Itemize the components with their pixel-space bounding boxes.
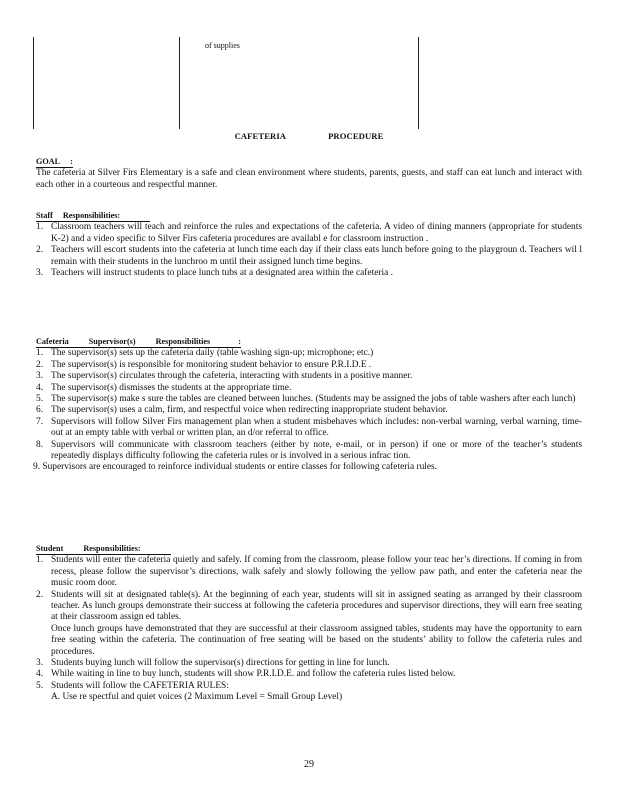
box-right-border	[418, 37, 419, 129]
supervisor-section	[33, 337, 582, 474]
staff-list	[36, 222, 582, 279]
title-procedure: PROCEDURE	[328, 131, 384, 141]
list-item: 1. Classroom teachers will teach and reinforce the rules and expectations of the cafeteria. A video of dining manners (appropriate for students K-2) and a video specific to Silver Firs cafeteria procedures are availabl e for classroom instruction .	[36, 222, 582, 244]
list-item: 3. The supervisor(s) circulates through the cafeteria, interacting with students in a positive manner.	[36, 371, 413, 382]
list-item: 7. Supervisors will follow Silver Firs management plan when a student misbehaves which includes: non-verbal warning, verbal warning, time-out at an empty table with verbal or written plan, an d/or referral to office.	[36, 416, 582, 439]
title-cafeteria: CAFETERIA	[234, 131, 287, 141]
list-item: 3. Teachers will instruct students to place lunch tubs at a designated area within the cafeteria .	[36, 268, 393, 279]
goal-section	[36, 157, 582, 191]
staff-section	[36, 211, 582, 279]
goal-text: The cafeteria at Silver Firs Elementary is a safe and clean environment where students, parents, guests, and staff can eat lunch and interact with each other in a courteous and respectful manner.	[36, 168, 582, 190]
list-item: 3. Students buying lunch will follow the supervisor(s) directions for getting in line for lunch.	[36, 658, 390, 669]
student-section	[36, 544, 582, 704]
goal-heading: GOAL :	[36, 157, 73, 166]
page-number: 29	[304, 759, 314, 770]
supervisor-heading: Cafeteria Supervisor(s) Responsibilities :	[36, 337, 241, 346]
procedure-title	[0, 131, 618, 142]
list-item: 2. Teachers will escort students into the cafeteria at lunch time each day if their class eats lunch before going to the playgroun d. Teachers wil l remain with their students in the lunchroo m until their assigned lunch time begins.	[36, 245, 582, 267]
student-list	[36, 555, 582, 703]
sub-item: A. Use re spectful and quiet voices (2 Maximum Level = Small Group Level)	[51, 692, 343, 703]
student-heading: Student Responsibilities:	[36, 544, 171, 555]
list-item: 4. The supervisor(s) dismisses the students at the appropriate time.	[36, 382, 292, 393]
staff-heading: Staff Responsibilities:	[36, 211, 150, 222]
box-left-border	[33, 37, 34, 129]
list-item: 4. While waiting in line to buy lunch, students will show P.R.I.D.E. and follow the cafeteria rules listed below.	[36, 669, 456, 680]
list-item: 2. The supervisor(s) is responsible for monitoring student behavior to ensure P.R.I.D.E .	[36, 359, 372, 370]
list-item: 9. Supervisors are encouraged to reinforce individual students or entire classes for following cafeteria rules.	[33, 462, 438, 473]
box-divider-left	[179, 37, 180, 129]
list-item: 6. The supervisor(s) uses a calm, firm, and respectful voice when redirecting inappropriate student behavior.	[36, 405, 448, 416]
list-item: 2. Students will sit at designated table(s). At the beginning of each year, students will sit in assigned seating as arranged by their classroom teacher. As lunch groups demonstrate their success at following the cafeteria procedures and supervisor directions, they will earn free seating at their classroom assign ed tables. Once lunch groups have demonstrated that they are successful at their classroom assigned tables, students may have the opportunity to earn free seating within the cafeteria. The continuation of free seating will be based on the students’ ability to follow the cafeteria rules and procedures.	[36, 589, 582, 657]
list-item: 1. Students will enter the cafeteria quietly and safely. If coming from the classroom, please follow your teac her’s directions. If coming in from recess, please follow the supervisor’s directions, walk safely and slowly following the yellow paw path, and enter the cafeteria near the music room door.	[36, 555, 582, 589]
list-item: 5. The supervisor(s) make s sure the tables are cleaned between lunches. (Students may be assigned the jobs of table washers after each lunch)	[36, 394, 576, 405]
supplies-text: of supplies	[205, 41, 240, 50]
list-item: 8. Supervisors will communicate with classroom teachers (either by note, e-mail, or in person) if one or more of the teacher’s students repeatedly displays difficulty following the cafeteria rules or is involved in a serious infrac tion.	[36, 439, 582, 462]
supervisor-list	[36, 348, 582, 462]
list-item: 1. The supervisor(s) sets up the cafeteria daily (table washing sign-up; microphone; etc.)	[36, 348, 374, 359]
list-item: 5. Students will follow the CAFETERIA RULES: A. Use re spectful and quiet voices (2 Maximum Level = Small Group Level)	[36, 681, 582, 704]
